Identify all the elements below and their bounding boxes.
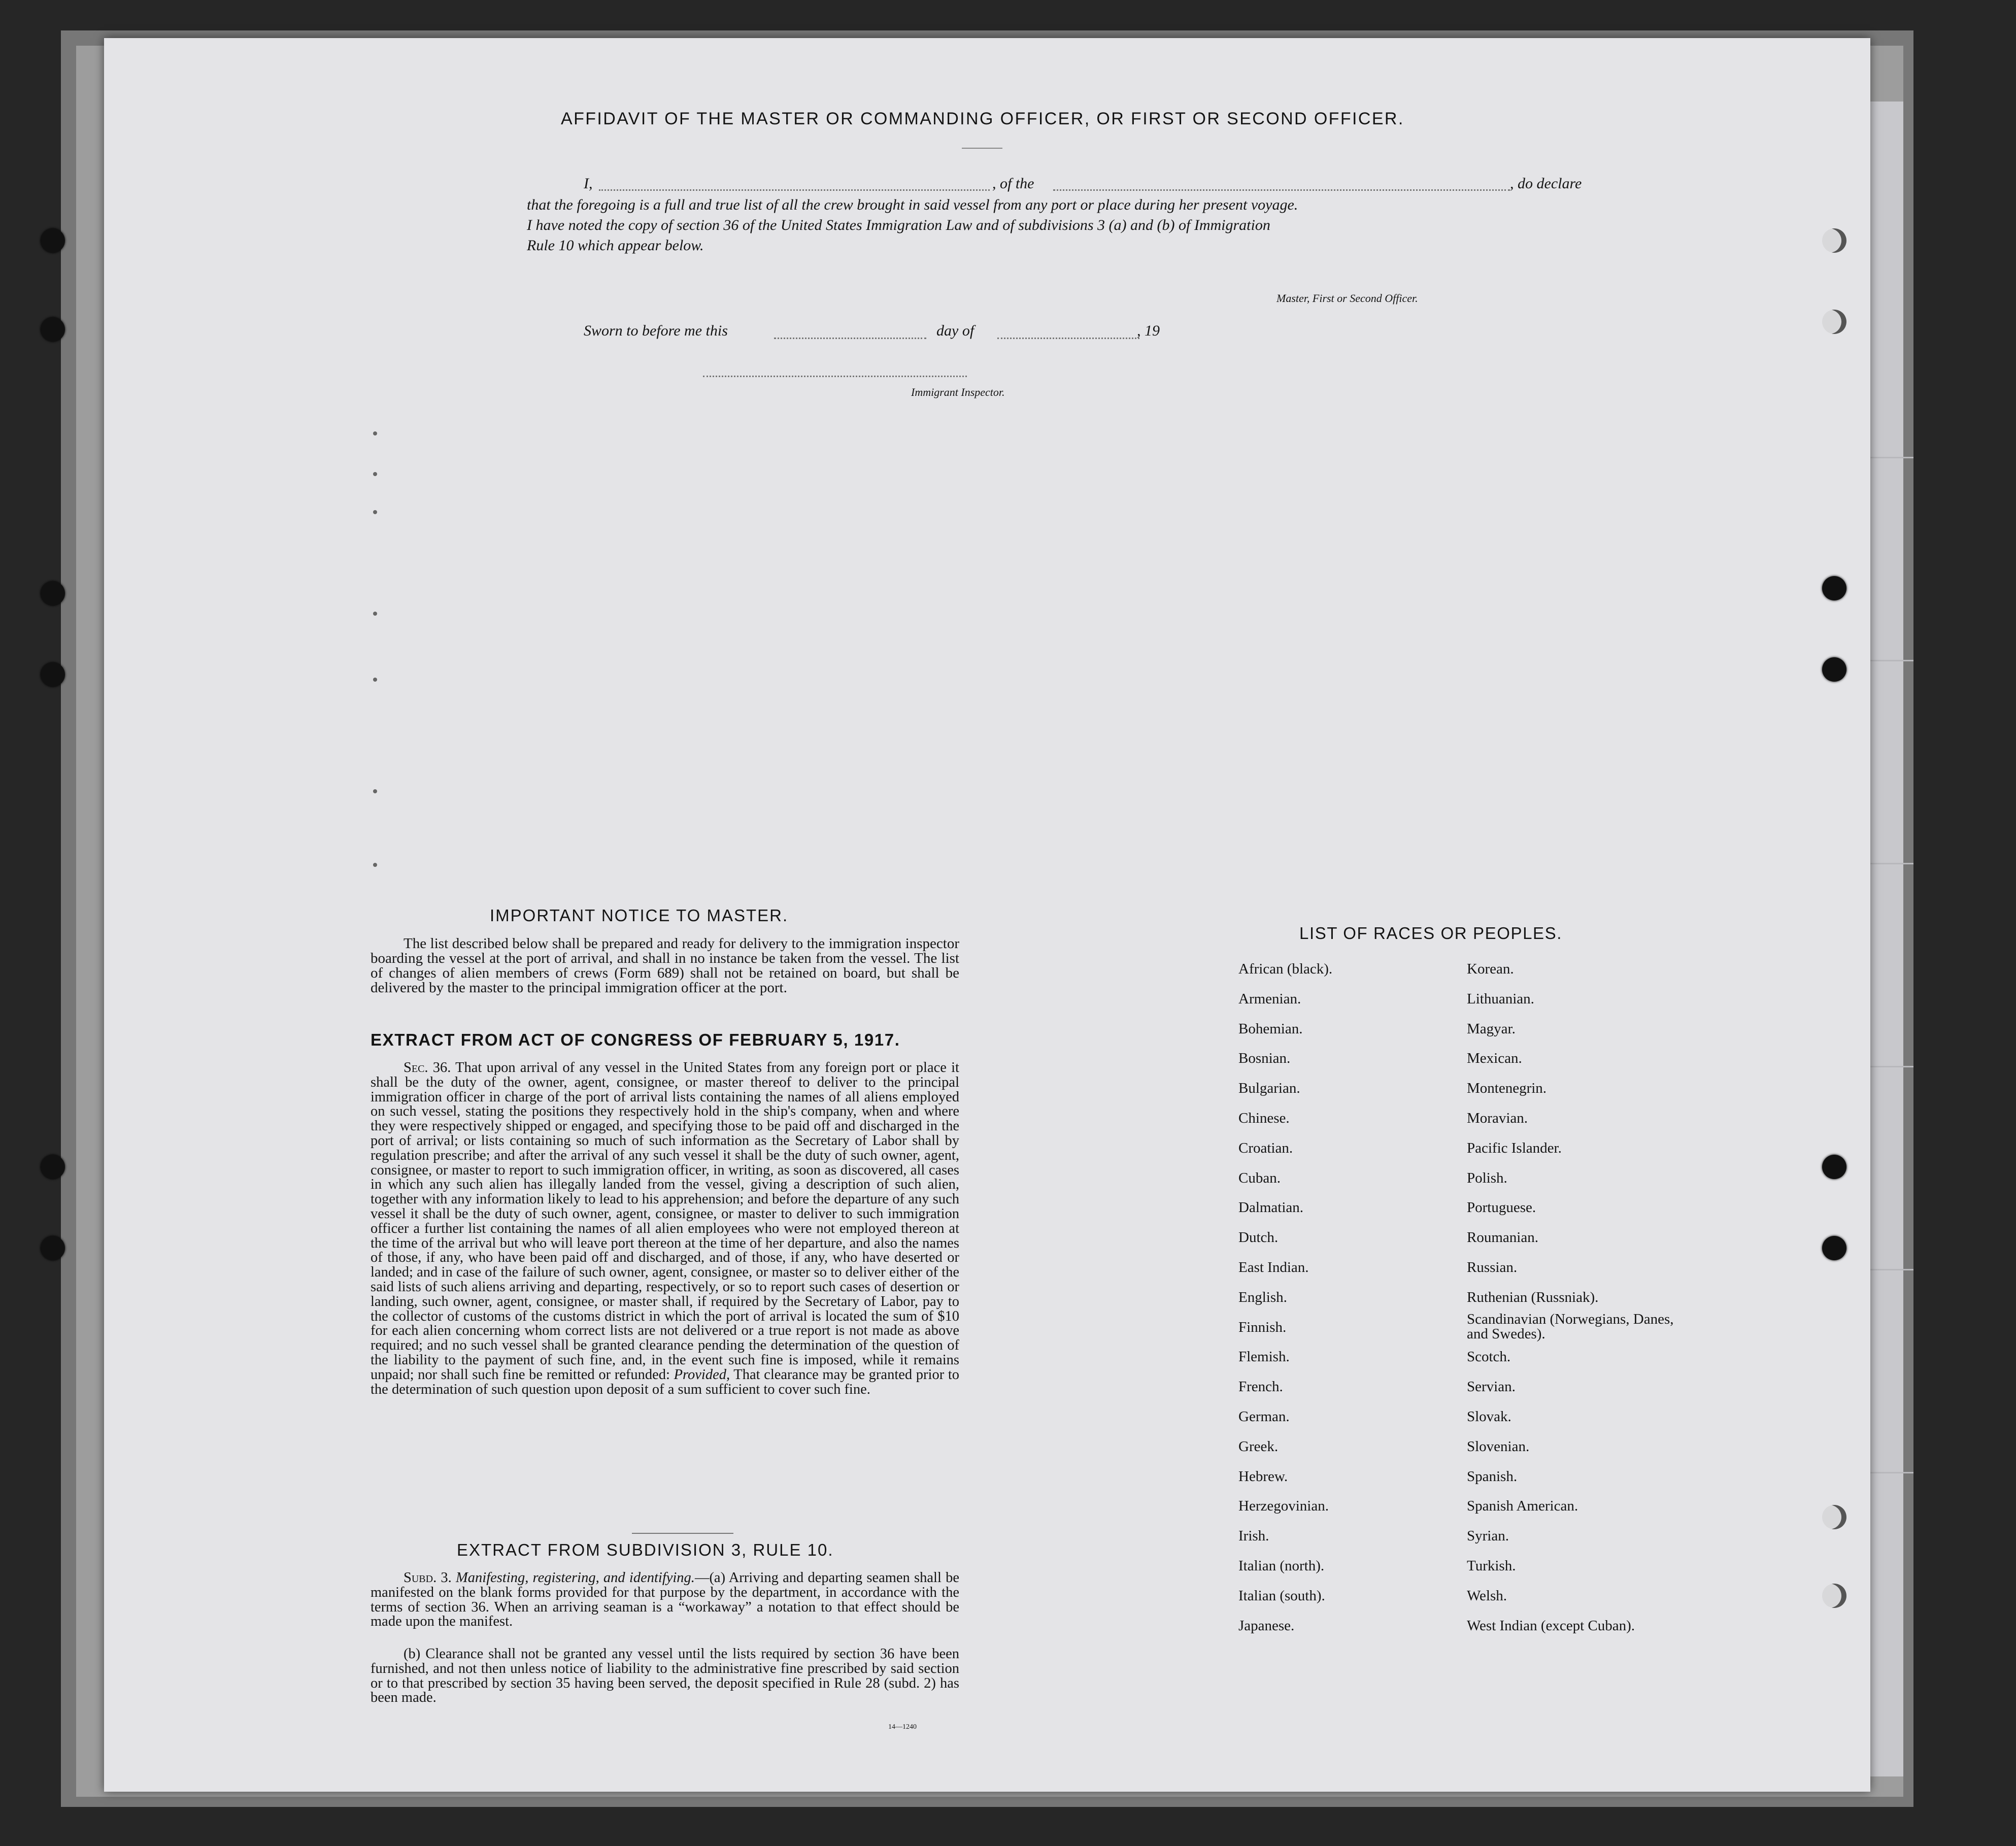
- inspector-label: Immigrant Inspector.: [911, 386, 1005, 398]
- act-extract-text: [371, 1061, 959, 1397]
- binder-hole: [41, 662, 65, 687]
- master-signature-label: Master, First or Second Officer.: [1276, 292, 1418, 305]
- race-item: Portuguese.: [1467, 1199, 1536, 1216]
- act-extract-title: EXTRACT FROM ACT OF CONGRESS OF FEBRUARY 5, 1917.: [371, 1030, 900, 1049]
- race-item: Korean.: [1467, 961, 1514, 977]
- subdivision-heading: Manifesting, registering, and identifying.: [456, 1570, 695, 1586]
- stray-mark: [373, 678, 377, 682]
- stray-mark: [373, 510, 377, 514]
- race-item: Irish.: [1238, 1528, 1269, 1545]
- race-item: Flemish.: [1238, 1349, 1290, 1365]
- race-item: Scandinavian (Norwegians, Danes, and Swedes).: [1467, 1311, 1674, 1342]
- race-item: Cuban.: [1238, 1169, 1281, 1186]
- race-item: Syrian.: [1467, 1528, 1509, 1545]
- notice-title: IMPORTANT NOTICE TO MASTER.: [490, 906, 789, 925]
- sworn-label: Sworn to before me this: [584, 322, 728, 339]
- affidavit-line: I have noted the copy of section 36 of the United States Immigration Law and of subdivisions 3 (a) and (b) of Immigration: [527, 217, 1270, 233]
- rule-extract-para-b: (b) Clearance shall not be granted any vessel until the lists required by section 36 have been furnished, and not then unless notice of liability to the administrative fine prescribed by said section or to that prescribed by section 35 having been served, the deposit specified in Rule 28 (subd. 2) has been made.: [371, 1646, 959, 1706]
- race-item: Welsh.: [1467, 1587, 1507, 1604]
- race-item: Magyar.: [1467, 1020, 1516, 1037]
- affidavit-line: that the foregoing is a full and true list of all the crew brought in said vessel from any port or place during her present voyage.: [527, 196, 1298, 213]
- binder-hole: [1822, 576, 1846, 600]
- race-item: Slovenian.: [1467, 1438, 1530, 1455]
- binder-hole: [1822, 657, 1846, 682]
- binder-hole: [41, 1155, 65, 1179]
- race-item: Lithuanian.: [1467, 990, 1534, 1007]
- binder-hole: [1822, 310, 1846, 334]
- race-item: Bohemian.: [1238, 1020, 1303, 1037]
- stray-mark: [373, 431, 377, 435]
- inspector-signature-blank: [703, 376, 967, 377]
- race-item: Finnish.: [1238, 1319, 1287, 1335]
- section-label: Sec. 36.: [404, 1060, 451, 1076]
- race-item: French.: [1238, 1379, 1283, 1395]
- race-item: Armenian.: [1238, 990, 1301, 1007]
- stray-mark: [373, 612, 377, 616]
- race-item: Hebrew.: [1238, 1468, 1288, 1485]
- divider: [632, 1533, 733, 1534]
- race-item: Slovak.: [1467, 1408, 1511, 1425]
- provided-word: Provided,: [674, 1366, 730, 1383]
- race-item: Polish.: [1467, 1169, 1507, 1186]
- race-item: English.: [1238, 1289, 1287, 1305]
- race-item: Turkish.: [1467, 1558, 1516, 1574]
- race-item: Bulgarian.: [1238, 1080, 1300, 1097]
- race-item: Russian.: [1467, 1259, 1518, 1276]
- divider: [962, 148, 1002, 149]
- race-item: Roumanian.: [1467, 1229, 1538, 1246]
- race-item: Spanish American.: [1467, 1498, 1578, 1515]
- binder-hole: [41, 581, 65, 606]
- race-item: Pacific Islander.: [1467, 1139, 1562, 1156]
- vessel-blank: [1053, 189, 1510, 191]
- race-item: Scotch.: [1467, 1349, 1511, 1365]
- race-item: Italian (south).: [1238, 1587, 1325, 1604]
- form-number: 14—1240: [888, 1723, 917, 1731]
- stray-mark: [373, 472, 377, 476]
- race-item: East Indian.: [1238, 1259, 1309, 1276]
- race-item: Greek.: [1238, 1438, 1279, 1455]
- race-item: Ruthenian (Russniak).: [1467, 1289, 1599, 1305]
- section-36-text: That upon arrival of any vessel in the United States from any foreign port or place it shall be the duty of the owner, agent, consignee, or master thereof to deliver to the principal immigration officer in charge of the port of arrival lists containing the names of all aliens employed on such vessel, stating the positions they respectively hold in the ship's company, when and where they were respectively shipped or engaged, and specifying those to be paid off and discharged in the port of arrival; or lists containing so much of such information as the Secretary of Labor shall by regulation prescribe; and after the arrival of any such vessel it shall be the duty of such owner, agent, consignee, or master to report to such immigration officer, in writing, as soon as discovered, all cases in which any such alien has illegally landed from the vessel, giving a description of such alien, together with any information likely to lead to his apprehension; and before the departure of any such vessel it shall be the duty of such owner, agent, consignee, or master to deliver to such immigration officer a further list containing the names of all alien employees who were not employed thereon at the time of the arrival but who will leave port thereon at the time of her departure, and also the names of those, if any, who have been paid off and discharged, and of those, if any, who have deserted or landed; and in case of the failure of such owner, agent, consignee, or master so to deliver either of the said lists of such aliens arriving and departing, respectively, or so to report such cases of desertion or landing, such owner, agent, consignee, or master shall, if required by the Secretary of Labor, pay to the collector of customs of the customs district in which the port of arrival is located the sum of $10 for each alien concerning whom correct lists are not delivered or a true report is not made as above required; and no such vessel shall be granted clearance pending the determination of the question of the liability to the payment of such fine, and, in the event such fine is imposed, while it remains unpaid; nor shall such fine be remitted or refunded:: [371, 1060, 959, 1383]
- month-blank: [997, 338, 1139, 339]
- race-item: Chinese.: [1238, 1110, 1290, 1126]
- para-a-text: —(a) Arriving and departing seamen shall be manifested on the blank forms provided for that purpose by the department, in accordance with the terms of section 36. When an arriving seaman is a “workaway” a notation to that effect should be made upon the manifest.: [371, 1570, 959, 1630]
- race-item: Italian (north).: [1238, 1558, 1325, 1574]
- day-of-label: day of: [936, 322, 975, 339]
- binder-hole: [1822, 1584, 1846, 1608]
- stray-mark: [373, 863, 377, 867]
- race-item: Croatian.: [1238, 1139, 1293, 1156]
- binder-hole: [41, 317, 65, 342]
- race-item: African (black).: [1238, 961, 1333, 977]
- notice-text: The list described below shall be prepared and ready for delivery to the immigration inspector boarding the vessel at the port of arrival, and shall in no instance be taken from the vessel. The list of changes of alien members of crews (Form 689) shall not be retained on board, but shall be delivered by the master to the principal immigration officer at the port.: [371, 935, 959, 996]
- races-title: LIST OF RACES OR PEOPLES.: [1299, 924, 1563, 943]
- name-blank: [599, 189, 990, 191]
- binder-hole: [1822, 1236, 1846, 1260]
- binder-hole: [41, 1236, 65, 1260]
- day-blank: [774, 338, 926, 339]
- race-item: Mexican.: [1467, 1050, 1522, 1067]
- binder-hole: [1822, 228, 1846, 253]
- binder-hole: [1822, 1155, 1846, 1179]
- race-item: Montenegrin.: [1467, 1080, 1547, 1097]
- race-item: Servian.: [1467, 1379, 1516, 1395]
- race-item: Spanish.: [1467, 1468, 1518, 1485]
- race-item: Bosnian.: [1238, 1050, 1291, 1067]
- race-item: Herzegovinian.: [1238, 1498, 1329, 1515]
- race-item: Dutch.: [1238, 1229, 1279, 1246]
- affidavit-do-declare: , do declare: [1510, 175, 1582, 192]
- rule-extract-title: EXTRACT FROM SUBDIVISION 3, RULE 10.: [457, 1540, 834, 1559]
- stray-mark: [373, 789, 377, 793]
- binder-hole: [41, 228, 65, 253]
- race-item: Dalmatian.: [1238, 1199, 1304, 1216]
- year-label: , 19: [1137, 322, 1160, 339]
- rule-extract-para-a: [371, 1571, 959, 1629]
- race-item: West Indian (except Cuban).: [1467, 1617, 1635, 1634]
- affidavit-of-the: , of the: [992, 175, 1034, 192]
- section-36-text-end: That clearance may be granted prior to the determination of such question upon deposit of a sum sufficient to cover such fine.: [371, 1366, 960, 1397]
- document-page: [104, 38, 1870, 1792]
- affidavit-title: AFFIDAVIT OF THE MASTER OR COMMANDING OFFICER, OR FIRST OR SECOND OFFICER.: [561, 109, 1404, 128]
- binder-hole: [1822, 1505, 1846, 1529]
- affidavit-line: Rule 10 which appear below.: [527, 237, 704, 254]
- race-item: Japanese.: [1238, 1617, 1295, 1634]
- subdivision-label: Subd. 3.: [404, 1570, 452, 1586]
- race-item: German.: [1238, 1408, 1290, 1425]
- race-item: Moravian.: [1467, 1110, 1528, 1126]
- affidavit-i-label: I,: [584, 175, 593, 192]
